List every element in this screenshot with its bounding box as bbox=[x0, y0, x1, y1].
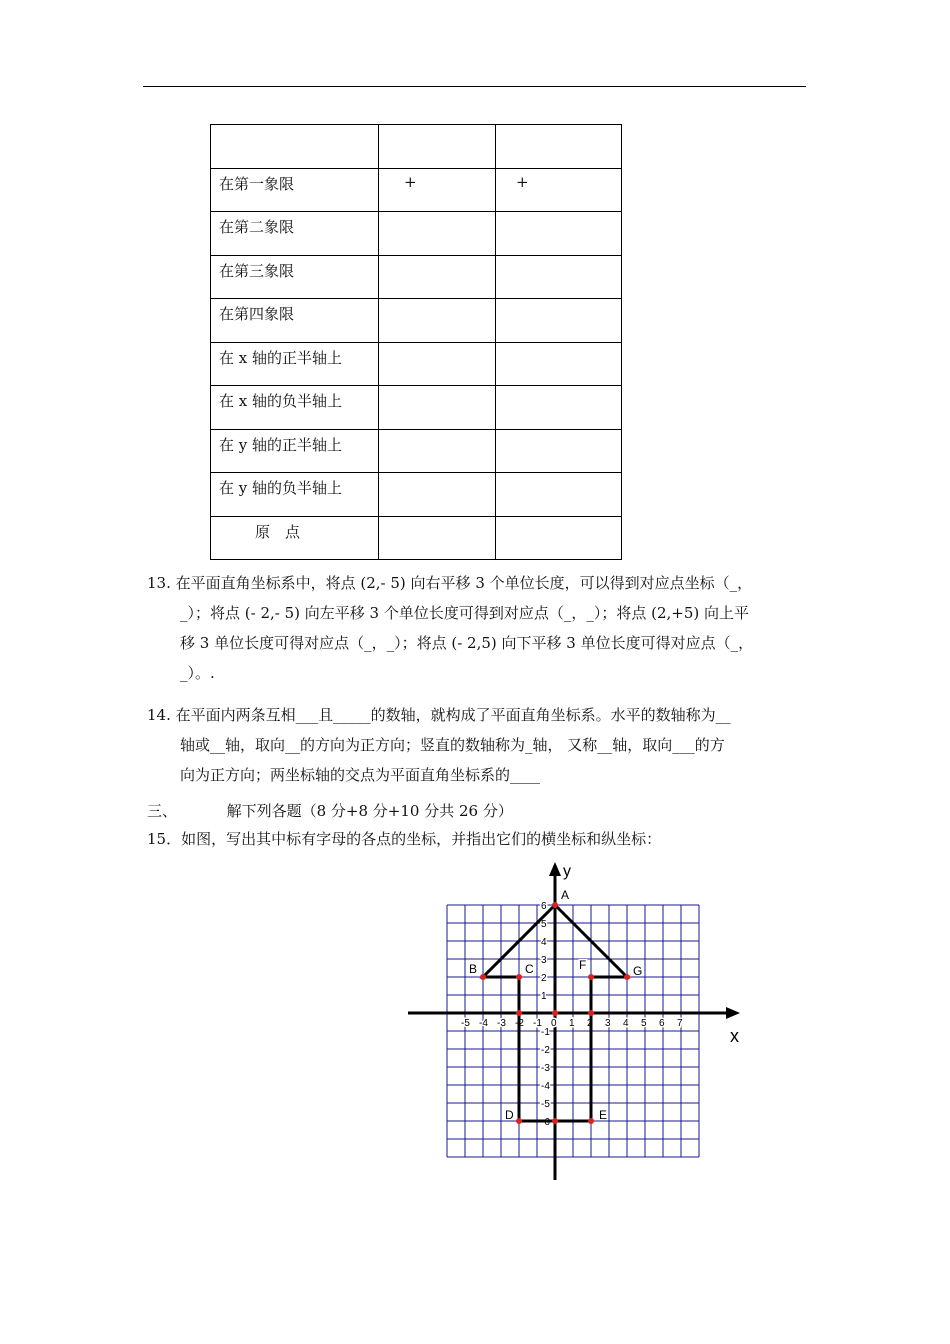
y-tick-label: 2 bbox=[541, 973, 547, 984]
x-tick-label: -3 bbox=[497, 1018, 506, 1029]
point-g bbox=[624, 974, 630, 980]
x-tick-label: -1 bbox=[533, 1018, 542, 1029]
table-row bbox=[211, 386, 622, 430]
question-14 bbox=[147, 700, 731, 790]
x-sign-cell bbox=[379, 386, 496, 430]
x-sign-cell bbox=[379, 299, 496, 343]
x-sign-cell bbox=[379, 342, 496, 386]
row-label: 在第一象限 bbox=[211, 168, 379, 212]
table-header-cell bbox=[379, 125, 496, 169]
y-sign-cell: + bbox=[496, 168, 622, 212]
y-sign-cell bbox=[496, 429, 622, 473]
row-label: 原 点 bbox=[211, 516, 379, 560]
y-tick-label: 6 bbox=[541, 901, 547, 912]
y-tick-label: -5 bbox=[541, 1099, 550, 1110]
table-row bbox=[211, 473, 622, 517]
x-sign-cell: + bbox=[379, 168, 496, 212]
y-axis-label: y bbox=[563, 863, 571, 880]
y-sign-cell bbox=[496, 386, 622, 430]
axis-dot bbox=[552, 1118, 558, 1124]
x-tick-label: 1 bbox=[569, 1018, 575, 1029]
x-tick-label: 4 bbox=[623, 1018, 629, 1029]
point-label-d: D bbox=[505, 1108, 514, 1122]
y-tick-label: 5 bbox=[541, 919, 547, 930]
q14-line: 14. 在平面内两条互相___且_____的数轴，就构成了平面直角坐标系。水平的数轴称为__ bbox=[147, 706, 731, 724]
point-label-g: G bbox=[633, 964, 643, 978]
header-rule bbox=[143, 86, 806, 87]
x-sign-cell bbox=[379, 429, 496, 473]
y-tick-label: -3 bbox=[541, 1063, 550, 1074]
y-tick-label: -6 bbox=[541, 1117, 550, 1128]
table-row bbox=[211, 299, 622, 343]
y-axis-arrow bbox=[549, 862, 561, 876]
table-row bbox=[211, 212, 622, 256]
row-label: 在 x 轴的正半轴上 bbox=[211, 342, 379, 386]
x-tick-label: 7 bbox=[677, 1018, 683, 1029]
question-15: 15．如图，写出其中标有字母的各点的坐标，并指出它们的横坐标和纵坐标： bbox=[147, 830, 662, 848]
point-e bbox=[588, 1118, 594, 1124]
y-tick-label: 1 bbox=[541, 991, 547, 1002]
y-tick-label: -1 bbox=[541, 1027, 550, 1038]
y-sign-cell bbox=[496, 212, 622, 256]
x-sign-cell bbox=[379, 473, 496, 517]
section-number: 三、 bbox=[147, 802, 178, 820]
section-heading bbox=[147, 800, 513, 821]
x-sign-cell bbox=[379, 516, 496, 560]
q13-line: _）。. bbox=[180, 664, 215, 682]
table-row bbox=[211, 429, 622, 473]
x-axis-arrow bbox=[726, 1007, 740, 1019]
axis-dot bbox=[588, 1010, 594, 1016]
question-13 bbox=[147, 568, 753, 688]
x-tick-label: -4 bbox=[479, 1018, 488, 1029]
y-sign-cell bbox=[496, 255, 622, 299]
section-title: 解下列各题（8 分+8 分+10 分共 26 分） bbox=[226, 802, 513, 820]
table-row bbox=[211, 168, 622, 212]
point-label-f: F bbox=[579, 958, 587, 972]
table-row bbox=[211, 342, 622, 386]
y-sign-cell bbox=[496, 299, 622, 343]
axis-dot bbox=[516, 1010, 522, 1016]
grid bbox=[447, 905, 699, 1157]
row-label: 在 y 轴的正半轴上 bbox=[211, 429, 379, 473]
x-sign-cell bbox=[379, 255, 496, 299]
point-label-a: A bbox=[561, 888, 570, 902]
point-d bbox=[516, 1118, 522, 1124]
row-label: 在第三象限 bbox=[211, 255, 379, 299]
x-tick-label: 6 bbox=[659, 1018, 665, 1029]
x-tick-label: 0 bbox=[551, 1018, 557, 1029]
table-header-row bbox=[211, 125, 622, 169]
row-label: 在 x 轴的负半轴上 bbox=[211, 386, 379, 430]
y-sign-cell bbox=[496, 473, 622, 517]
point-c bbox=[516, 974, 522, 980]
y-tick-label: -2 bbox=[541, 1045, 550, 1056]
coordinate-graph bbox=[400, 858, 760, 1188]
row-label: 在第二象限 bbox=[211, 212, 379, 256]
x-sign-cell bbox=[379, 212, 496, 256]
table-row bbox=[211, 516, 622, 560]
x-tick-label: -2 bbox=[515, 1018, 524, 1029]
sign-table bbox=[210, 124, 622, 560]
x-tick-label: 3 bbox=[605, 1018, 611, 1029]
x-tick-label: -5 bbox=[461, 1018, 470, 1029]
table-header-cell bbox=[211, 125, 379, 169]
q13-line: 13. 在平面直角坐标系中，将点 (2,- 5) 向右平移 3 个单位长度，可以得到对应点坐标（_， bbox=[147, 574, 753, 592]
y-tick-label: 3 bbox=[541, 955, 547, 966]
q13-line: _）；将点 (- 2,- 5) 向左平移 3 个单位长度可得到对应点（_，_）；将点 (2,+5) 向上平 bbox=[180, 604, 750, 622]
axis-dot bbox=[552, 1010, 558, 1016]
x-tick-label: 2 bbox=[587, 1018, 593, 1029]
q13-line: 移 3 单位长度可得对应点（_，_）；将点 (- 2,5) 向下平移 3 单位长度可得对应点（_， bbox=[180, 634, 754, 652]
point-label-b: B bbox=[469, 962, 478, 976]
x-axis-label: x bbox=[730, 1026, 739, 1046]
y-sign-cell bbox=[496, 516, 622, 560]
x-tick-label: 5 bbox=[641, 1018, 647, 1029]
point-label-c: C bbox=[525, 962, 534, 976]
point-label-e: E bbox=[599, 1108, 608, 1122]
y-sign-cell bbox=[496, 342, 622, 386]
row-label: 在第四象限 bbox=[211, 299, 379, 343]
table-row bbox=[211, 255, 622, 299]
y-tick-label: 4 bbox=[541, 937, 547, 948]
point-a bbox=[552, 902, 558, 908]
point-b bbox=[480, 974, 486, 980]
y-tick-label: -4 bbox=[541, 1081, 550, 1092]
row-label: 在 y 轴的负半轴上 bbox=[211, 473, 379, 517]
table-header-cell bbox=[496, 125, 622, 169]
point-f bbox=[588, 974, 594, 980]
q14-line: 向为正方向；两坐标轴的交点为平面直角坐标系的____ bbox=[180, 766, 541, 784]
q14-line: 轴或__轴，取向__的方向为正方向；竖直的数轴称为_轴， 又称__轴，取向___的方 bbox=[180, 736, 725, 754]
